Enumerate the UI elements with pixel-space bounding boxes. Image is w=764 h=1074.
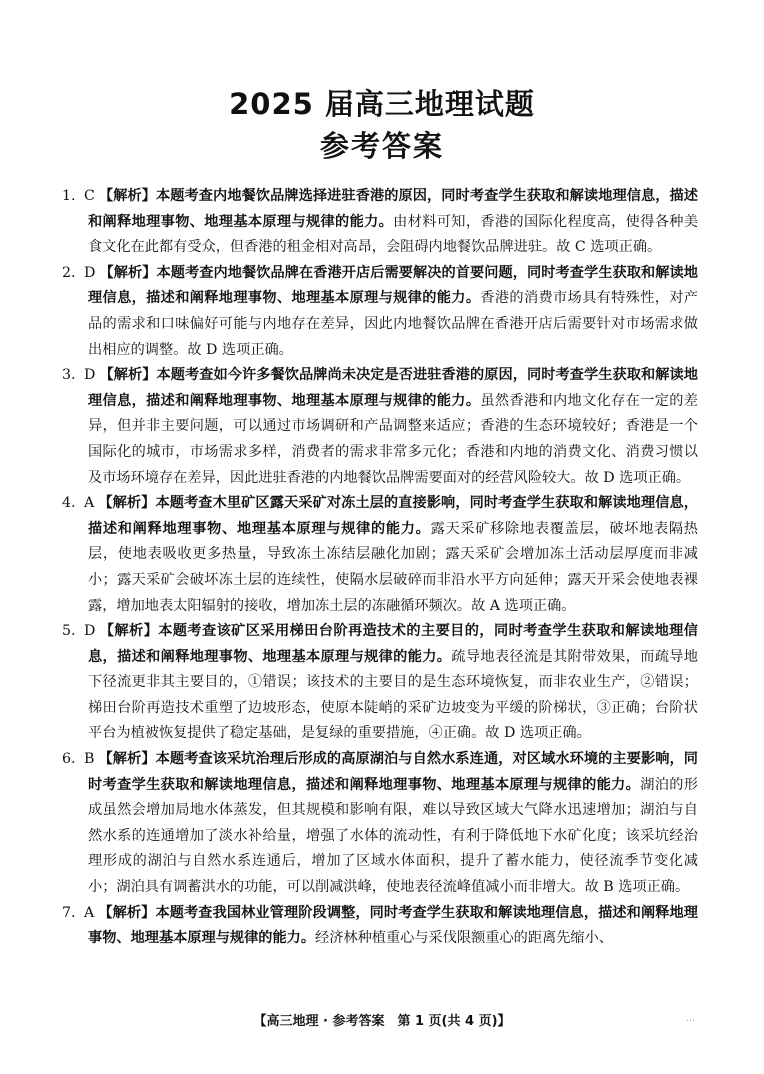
corner-mark: …: [686, 1014, 695, 1024]
analysis-tag: 【解析】: [98, 188, 156, 204]
item-body: 由材料可知，香港的国际化程度高，使得各种美食文化在此都有受众，但香港的租金相对高昂，会阻碍内地餐饮品牌进驻。故 C 选项正确。: [88, 213, 698, 256]
item-lead: 本题考查该矿区采用梯田台阶再造技术的主要目的，同时考查学生获取和解读地理信息，描述和阐释地理事物、地理基本原理与规律的能力。: [88, 623, 698, 665]
item-body: 经济林种植重心与采伐限额重心的距离先缩小、: [315, 930, 613, 947]
item-number: 5.: [62, 623, 76, 640]
item-number: 3.: [62, 367, 76, 384]
item-answer: A: [84, 495, 95, 512]
page-title: 2025 届高三地理试题: [229, 87, 535, 121]
item-lead: 本题考查内地餐饮品牌选择进驻香港的原因，同时考查学生获取和解读地理信息，描述和阐释地理事物、地理基本原理与规律的能力。: [88, 188, 698, 230]
item-answer: D: [84, 367, 96, 384]
analysis-tag: 【解析】: [99, 264, 157, 281]
item-lead: 本题考查内地餐饮品牌在香港开店后需要解决的首要问题，同时考查学生获取和解读地理信息，描述和阐释地理事物、地理基本原理与规律的能力。: [88, 264, 698, 307]
item-number: 1.: [62, 188, 76, 204]
analysis-tag: 【解析】: [99, 623, 159, 640]
item-number: 6.: [62, 751, 76, 768]
page-subtitle: 参考答案: [319, 129, 444, 163]
analysis-tag: 【解析】: [98, 904, 156, 921]
item-number: 4.: [62, 495, 76, 512]
item-answer: C: [84, 188, 95, 204]
item-answer: D: [84, 264, 96, 281]
item-lead: 本题考查我国林业管理阶段调整，同时考查学生获取和解读地理信息，描述和阐释地理事物、地理基本原理与规律的能力。: [88, 904, 698, 947]
page-footer: 【高三地理 · 参考答案 第 1 页(共 4 页)】: [253, 1014, 511, 1029]
item-answer: D: [84, 623, 96, 640]
answer-item: [62, 901, 698, 952]
analysis-tag: 【解析】: [99, 367, 157, 384]
item-lead: 本题考查该采坑治理后形成的高原湖泊与自然水系连通，对区域水环境的主要影响，同时考查学生获取和解读地理信息，描述和阐释地理事物、地理基本原理与规律的能力。: [88, 751, 698, 793]
answer-list: [62, 184, 698, 952]
item-answer: B: [84, 751, 95, 768]
item-body: 露天采矿移除地表覆盖层，破坏地表隔热层，使地表吸收更多热量，导致冻土冻结层融化加剧；露天采矿会增加冻土活动层厚度而非减小；露天采矿会破坏冻土层的连续性，使隔水层破碎而非沿水平方向延伸；露天开采会使地表裸露，增加地表太阳辐射的接收，增加冻土层的冻融循环频次。故 A 选项正确。: [88, 520, 698, 614]
answer-item: [62, 261, 698, 363]
analysis-tag: 【解析】: [98, 495, 156, 512]
item-body: 湖泊的形成虽然会增加局地水体蒸发，但其规模和影响有限，难以导致区域大气降水迅速增加；湖泊与自然水系的连通增加了淡水补给量，增强了水体的流动性，有利于降低地下水矿化度；该采坑经治理形成的湖泊与自然水系连通后，增加了区域水体面积，提升了蓄水能力，使径流季节变化减小；湖泊具有调蓄洪水的功能，可以削减洪峰，使地表径流峰值减小而非增大。故 B 选项正确。: [88, 776, 698, 896]
item-lead: 本题考查如今许多餐饮品牌尚未决定是否进驻香港的原因，同时考查学生获取和解读地理信息，描述和阐释地理事物、地理基本原理与规律的能力。: [88, 367, 698, 409]
item-lead: 本题考查木里矿区露天采矿对冻土层的直接影响，同时考查学生获取和解读地理信息，描述和阐释地理事物、地理基本原理与规律的能力。: [88, 495, 698, 537]
answer-item: [62, 619, 698, 747]
item-answer: A: [84, 904, 95, 921]
item-body: 疏导地表径流是其附带效果，而疏导地下径流更非其主要目的，①错误；该技术的主要目的是生态环境恢复，而非农业生产，②错误；梯田台阶再造技术重塑了边坡形态，使原本陡峭的采矿边坡变为平缓的阶梯状，③正确；台阶状平台为植被恢复提供了稳定基础，是复绿的重要措施，④正确。故 D 选项正确。: [88, 648, 698, 742]
item-body: 虽然香港和内地文化存在一定的差异，但并非主要问题，可以通过市场调研和产品调整来适应；香港的生态环境较好；香港是一个国际化的城市，市场需求多样，消费者的需求非常多元化；香港和内地的消费文化、消费习惯以及市场环境存在差异，因此进驻香港的内地餐饮品牌需要面对的经营风险较大。故 D 选项正确。: [88, 392, 698, 486]
answer-item: [62, 747, 698, 901]
item-number: 7.: [62, 904, 76, 921]
item-body: 香港的消费市场具有特殊性，对产品的需求和口味偏好可能与内地存在差异，因此内地餐饮品牌在香港开店后需要针对市场需求做出相应的调整。故 D 选项正确。: [88, 290, 698, 358]
answer-item: [62, 491, 698, 619]
answer-item: [62, 184, 698, 261]
analysis-tag: 【解析】: [98, 751, 156, 768]
item-number: 2.: [62, 264, 76, 281]
answer-item: [62, 363, 698, 491]
